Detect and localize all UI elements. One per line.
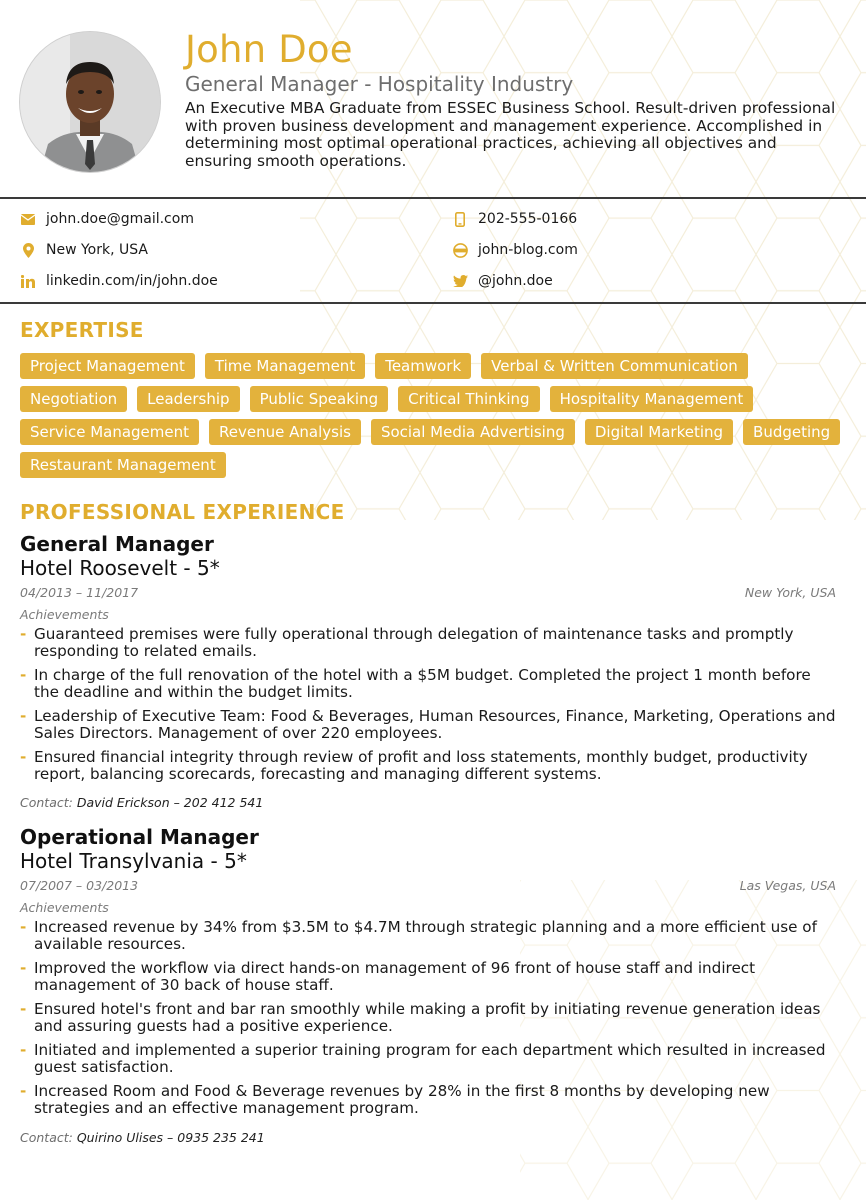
- skill-tag: Public Speaking: [250, 386, 389, 412]
- list-item: - Initiated and implemented a superior training program for each department which resulted in increased guest satisfaction.: [20, 1041, 826, 1077]
- expertise-heading: EXPERTISE: [20, 318, 144, 342]
- skill-tag: Negotiation: [20, 386, 127, 412]
- skill-tag: Service Management: [20, 419, 199, 445]
- candidate-headline: General Manager - Hospitality Industry: [185, 72, 574, 96]
- list-item: - Ensured hotel's front and bar ran smoothly while making a profit by initiating revenue generation ideas and assuring guests had a positive experience.: [20, 1000, 821, 1036]
- job-dates: 04/2013 – 11/2017: [20, 585, 139, 600]
- phone-text: 202-555-0166: [478, 211, 578, 227]
- skill-tag: Hospitality Management: [550, 386, 754, 412]
- experience-heading: PROFESSIONAL EXPERIENCE: [20, 500, 345, 524]
- list-item: - Increased revenue by 34% from $3.5M to $4.7M through strategic planning and a more efficient use of available resources.: [20, 918, 817, 954]
- contact-linkedin[interactable]: [20, 270, 218, 292]
- contact-twitter[interactable]: [452, 270, 553, 292]
- envelope-icon: [20, 211, 36, 227]
- contact-phone[interactable]: [452, 208, 577, 230]
- profile-photo: [20, 32, 160, 172]
- skill-tag: Budgeting: [743, 419, 840, 445]
- candidate-name: John Doe: [185, 28, 353, 71]
- tag-row: [20, 353, 850, 379]
- job-title: General Manager: [20, 532, 214, 556]
- job-dates: 07/2007 – 03/2013: [20, 878, 139, 893]
- skill-tag: Revenue Analysis: [209, 419, 361, 445]
- contact-email[interactable]: [20, 208, 194, 230]
- job-company: Hotel Roosevelt - 5*: [20, 556, 220, 580]
- map-pin-icon: [20, 242, 36, 258]
- profile-summary: An Executive MBA Graduate from ESSEC Business School. Result-driven professional with proven business development and management experience. Accomplished in determining most optimal operational practices, achieving all objectives and ensuring smooth operations.: [185, 99, 836, 170]
- list-item: - Improved the workflow via direct hands-on management of 96 front of house staff and indirect management of 30 back of house staff.: [20, 959, 756, 995]
- list-item: - Ensured financial integrity through review of profit and loss statements, monthly budget, productivity report, balancing scorecards, forecasting and managing different systems.: [20, 748, 808, 784]
- reference-contact: Contact: David Erickson – 202 412 541: [20, 795, 264, 810]
- achievements-list: [20, 626, 840, 790]
- list-item: - Increased Room and Food & Beverage revenues by 28% in the first 8 months by developing new strategies and an effective management program.: [20, 1082, 770, 1118]
- blog-text: john-blog.com: [478, 242, 578, 258]
- linkedin-text: linkedin.com/in/john.doe: [46, 273, 218, 289]
- list-item: - In charge of the full renovation of the hotel with a $5M budget. Completed the project 1 month before the deadline and within the budget limits.: [20, 666, 811, 702]
- contact-divider: [0, 302, 866, 304]
- tag-row: [20, 419, 850, 445]
- skill-tag: Project Management: [20, 353, 195, 379]
- list-item: - Guaranteed premises were fully operational through delegation of maintenance tasks and promptly responding to related emails.: [20, 625, 794, 661]
- expertise-tags: [20, 353, 850, 485]
- tag-row: [20, 386, 850, 412]
- top-divider: [0, 197, 866, 199]
- skill-tag: Teamwork: [375, 353, 471, 379]
- skill-tag: Restaurant Management: [20, 452, 226, 478]
- achievements-label: Achievements: [20, 900, 109, 915]
- twitter-text: @john.doe: [478, 273, 553, 289]
- skill-tag: Time Management: [205, 353, 365, 379]
- tag-row: [20, 452, 850, 478]
- twitter-icon: [452, 273, 468, 289]
- contact-location: [20, 239, 148, 261]
- skill-tag: Social Media Advertising: [371, 419, 575, 445]
- location-text: New York, USA: [46, 242, 148, 258]
- job-company: Hotel Transylvania - 5*: [20, 849, 247, 873]
- achievements-label: Achievements: [20, 607, 109, 622]
- skill-tag: Leadership: [137, 386, 239, 412]
- achievements-list: [20, 919, 840, 1124]
- skill-tag: Critical Thinking: [398, 386, 539, 412]
- linkedin-icon: [20, 273, 36, 289]
- job-title: Operational Manager: [20, 825, 259, 849]
- skill-tag: Verbal & Written Communication: [481, 353, 748, 379]
- list-item: - Leadership of Executive Team: Food & Beverages, Human Resources, Finance, Marketing, Operations and Sales Directors. Management of over 220 employees.: [20, 707, 836, 743]
- contact-blog[interactable]: [452, 239, 578, 261]
- phone-icon: [452, 211, 468, 227]
- email-text: john.doe@gmail.com: [46, 211, 194, 227]
- skill-tag: Digital Marketing: [585, 419, 733, 445]
- job-location: Las Vegas, USA: [739, 878, 836, 893]
- globe-icon: [452, 242, 468, 258]
- job-location: New York, USA: [744, 585, 836, 600]
- reference-contact: Contact: Quirino Ulises – 0935 235 241: [20, 1130, 265, 1145]
